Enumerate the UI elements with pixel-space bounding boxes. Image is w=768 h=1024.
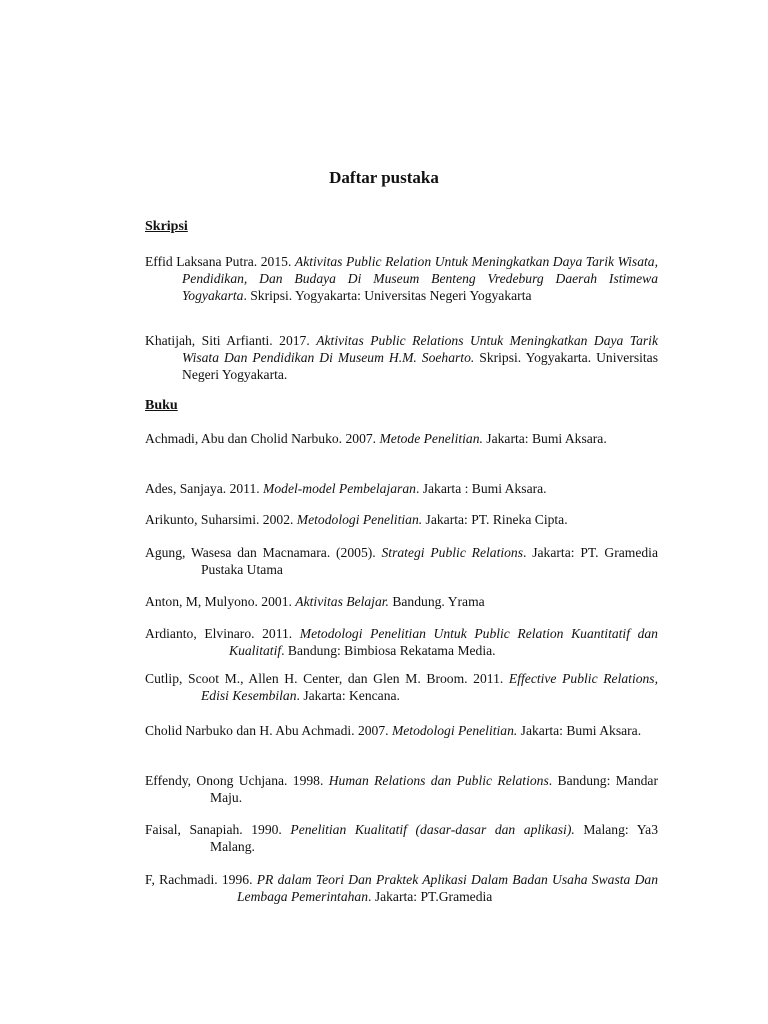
ref-title: Model-model Pembelajaran (263, 481, 416, 496)
reference-entry (145, 511, 658, 528)
ref-title: Aktivitas Belajar. (295, 594, 389, 609)
reference-entry (145, 625, 658, 659)
reference-entry (145, 871, 658, 905)
reference-entry (145, 722, 658, 739)
section-heading-skripsi: Skripsi (145, 219, 188, 234)
ref-author: Anton, M, Mulyono. 2001. (145, 594, 296, 609)
ref-publisher: Bandung. Yrama (388, 594, 485, 609)
reference-entry (145, 821, 658, 855)
ref-publisher: . Skripsi. Yogyakarta: Universitas Negeri Yogyakarta (243, 288, 532, 303)
ref-author: Khatijah, Siti Arfianti. 2017. (145, 333, 317, 348)
ref-author: Cutlip, Scoot M., Allen H. Center, dan Glen M. Broom. 2011. (145, 671, 509, 686)
ref-author: Agung, Wasesa dan Macnamara. (2005). (145, 545, 382, 560)
ref-publisher: . Jakarta: PT. Gramedia Pustaka Utama (201, 545, 658, 577)
ref-title: Metode Penelitian. (379, 431, 483, 446)
ref-title: Strategi Public Relations (381, 545, 524, 560)
reference-entry (145, 670, 658, 704)
ref-publisher: Skripsi. Yogyakarta. Universitas Negeri Yogyakarta. (182, 350, 658, 382)
reference-entry (145, 544, 658, 578)
ref-title: Metodologi Penelitian. (391, 723, 518, 738)
ref-publisher: Malang: Ya3 Malang. (210, 822, 658, 854)
ref-publisher: Jakarta: PT. Rineka Cipta. (422, 512, 568, 527)
ref-author: F, Rachmadi. 1996. (145, 872, 257, 887)
ref-publisher: Jakarta: Bumi Aksara. (517, 723, 642, 738)
reference-entry (145, 332, 658, 383)
ref-author: Ardianto, Elvinaro. 2011. (145, 626, 300, 641)
reference-entry (145, 480, 658, 497)
reference-entry (145, 772, 658, 806)
ref-publisher: . Bandung: Bimbiosa Rekatama Media. (281, 643, 496, 658)
ref-title: Aktivitas Public Relation Untuk Meningkatkan Daya Tarik Wisata, Pendidikan, Dan Budaya Di Museum Benteng Vredeburg Daerah Istimewa Yogyakarta (182, 254, 658, 303)
ref-publisher: Jakarta: Bumi Aksara. (482, 431, 607, 446)
page-title: Daftar pustaka (329, 168, 439, 187)
reference-entry (145, 593, 658, 610)
ref-title: Aktivitas Public Relations Untuk Meningkatkan Daya Tarik Wisata Dan Pendidikan Di Museum H.M. Soeharto. (182, 333, 658, 365)
ref-publisher: . Bandung: Mandar Maju. (210, 773, 658, 805)
ref-author: Effid Laksana Putra. 2015. (145, 254, 295, 269)
ref-author: Cholid Narbuko dan H. Abu Achmadi. 2007. (145, 723, 392, 738)
ref-title: Effective Public Relations, Edisi Kesembilan (201, 671, 658, 703)
ref-author: Faisal, Sanapiah. 1990. (145, 822, 291, 837)
ref-title: PR dalam Teori Dan Praktek Aplikasi Dalam Badan Usaha Swasta Dan Lembaga Pemerintahan (237, 872, 658, 904)
ref-author: Arikunto, Suharsimi. 2002. (145, 512, 297, 527)
reference-entry (145, 253, 658, 304)
ref-author: Achmadi, Abu dan Cholid Narbuko. 2007. (145, 431, 380, 446)
ref-title: Human Relations dan Public Relations (328, 773, 549, 788)
ref-title: Penelitian Kualitatif (dasar-dasar dan aplikasi). (290, 822, 575, 837)
ref-publisher: . Jakarta: Kencana. (296, 688, 400, 703)
reference-entry (145, 430, 658, 447)
ref-publisher: . Jakarta: PT.Gramedia (368, 889, 493, 904)
ref-author: Ades, Sanjaya. 2011. (145, 481, 264, 496)
ref-title: Metodologi Penelitian. (296, 512, 423, 527)
ref-author: Effendy, Onong Uchjana. 1998. (145, 773, 329, 788)
ref-publisher: . Jakarta : Bumi Aksara. (415, 481, 547, 496)
ref-title: Metodologi Penelitian Untuk Public Relation Kuantitatif dan Kualitatif (229, 626, 658, 658)
section-heading-buku: Buku (145, 398, 178, 413)
